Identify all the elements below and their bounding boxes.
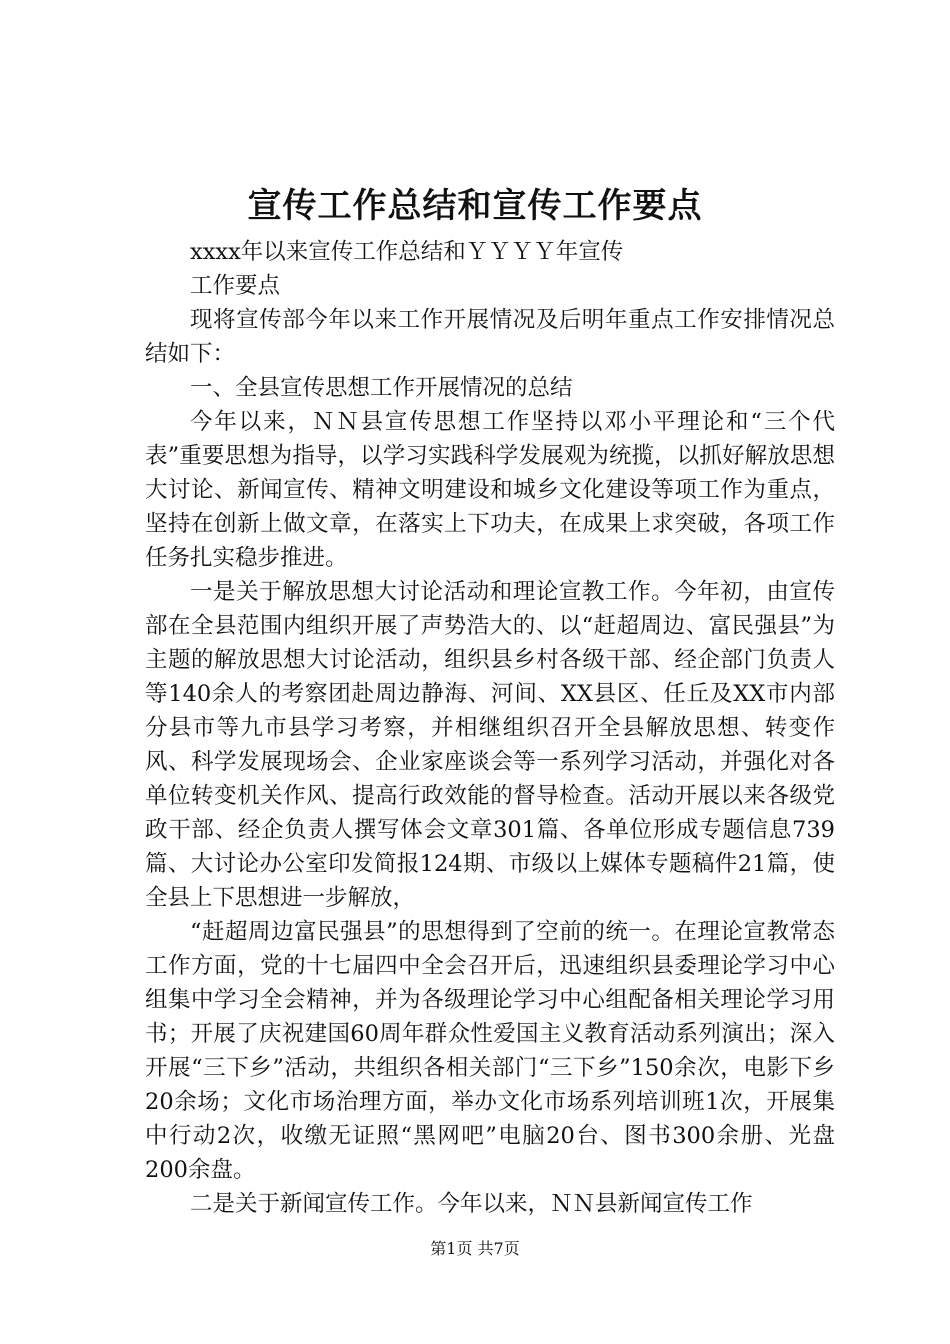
page-number: 第1页 共7页 bbox=[430, 1239, 520, 1258]
body-paragraph: “赶超周边富民强县”的思想得到了空前的统一。在理论宣教常态工作方面，党的十七届四中全会召开后，迅速组织县委理论学习中心组集中学习全会精神，并为各级理论学习中心组配备相关理论学习用书；开展了庆祝建国60周年群众性爱国主义教育活动系列演出；深入开展“三下乡”活动，共组织各相关部门“三下乡”150余次，电影下乡20余场；文化市场治理方面，举办文化市场系列培训班1次，开展集中行动2次，收缴无证照“黑网吧”电脑20台、图书300余册、光盘200余盘。 bbox=[145, 919, 835, 1183]
subtitle-line-1: xxxx年以来宣传工作总结和ＹＹＹＹ年宣传 bbox=[190, 239, 624, 265]
body-paragraph: 一是关于解放思想大讨论活动和理论宣教工作。今年初，由宣传部在全县范围内组织开展了声势浩大的、以“赶超周边、富民强县”为主题的解放思想大讨论活动，组织县乡村各级干部、经企部门负责人等140余人的考察团赴周边静海、河间、XX县区、任丘及XX市内部分县市等九市县学习考察，并相继组织召开全县解放思想、转变作风、科学发展现场会、企业家座谈会等一系列学习活动，并强化对各单位转变机关作风、提高行政效能的督导检查。活动开展以来各级党政干部、经企负责人撰写体会文章301篇、各单位形成专题信息739篇、大讨论办公室印发简报124期、市级以上媒体专题稿件21篇，使全县上下思想进一步解放， bbox=[145, 579, 835, 911]
subtitle-line-2: 工作要点 bbox=[190, 273, 281, 299]
body-paragraph: 今年以来，ＮＮ县宣传思想工作坚持以邓小平理论和“三个代表”重要思想为指导，以学习实践科学发展观为统揽，以抓好解放思想大讨论、新闻宣传、精神文明建设和城乡文化建设等项工作为重点，坚持在创新上做文章，在落实上下功夫，在成果上求突破，各项工作任务扎实稳步推进。 bbox=[145, 409, 835, 571]
document-title: 宣传工作总结和宣传工作要点 bbox=[247, 186, 703, 226]
section-heading-1: 一、全县宣传思想工作开展情况的总结 bbox=[190, 375, 573, 401]
body-paragraph: 二是关于新闻宣传工作。今年以来，ＮＮ县新闻宣传工作 bbox=[190, 1191, 753, 1217]
document-body bbox=[145, 235, 835, 1221]
intro-paragraph: 现将宣传部今年以来工作开展情况及后明年重点工作安排情况总结如下： bbox=[145, 307, 835, 367]
